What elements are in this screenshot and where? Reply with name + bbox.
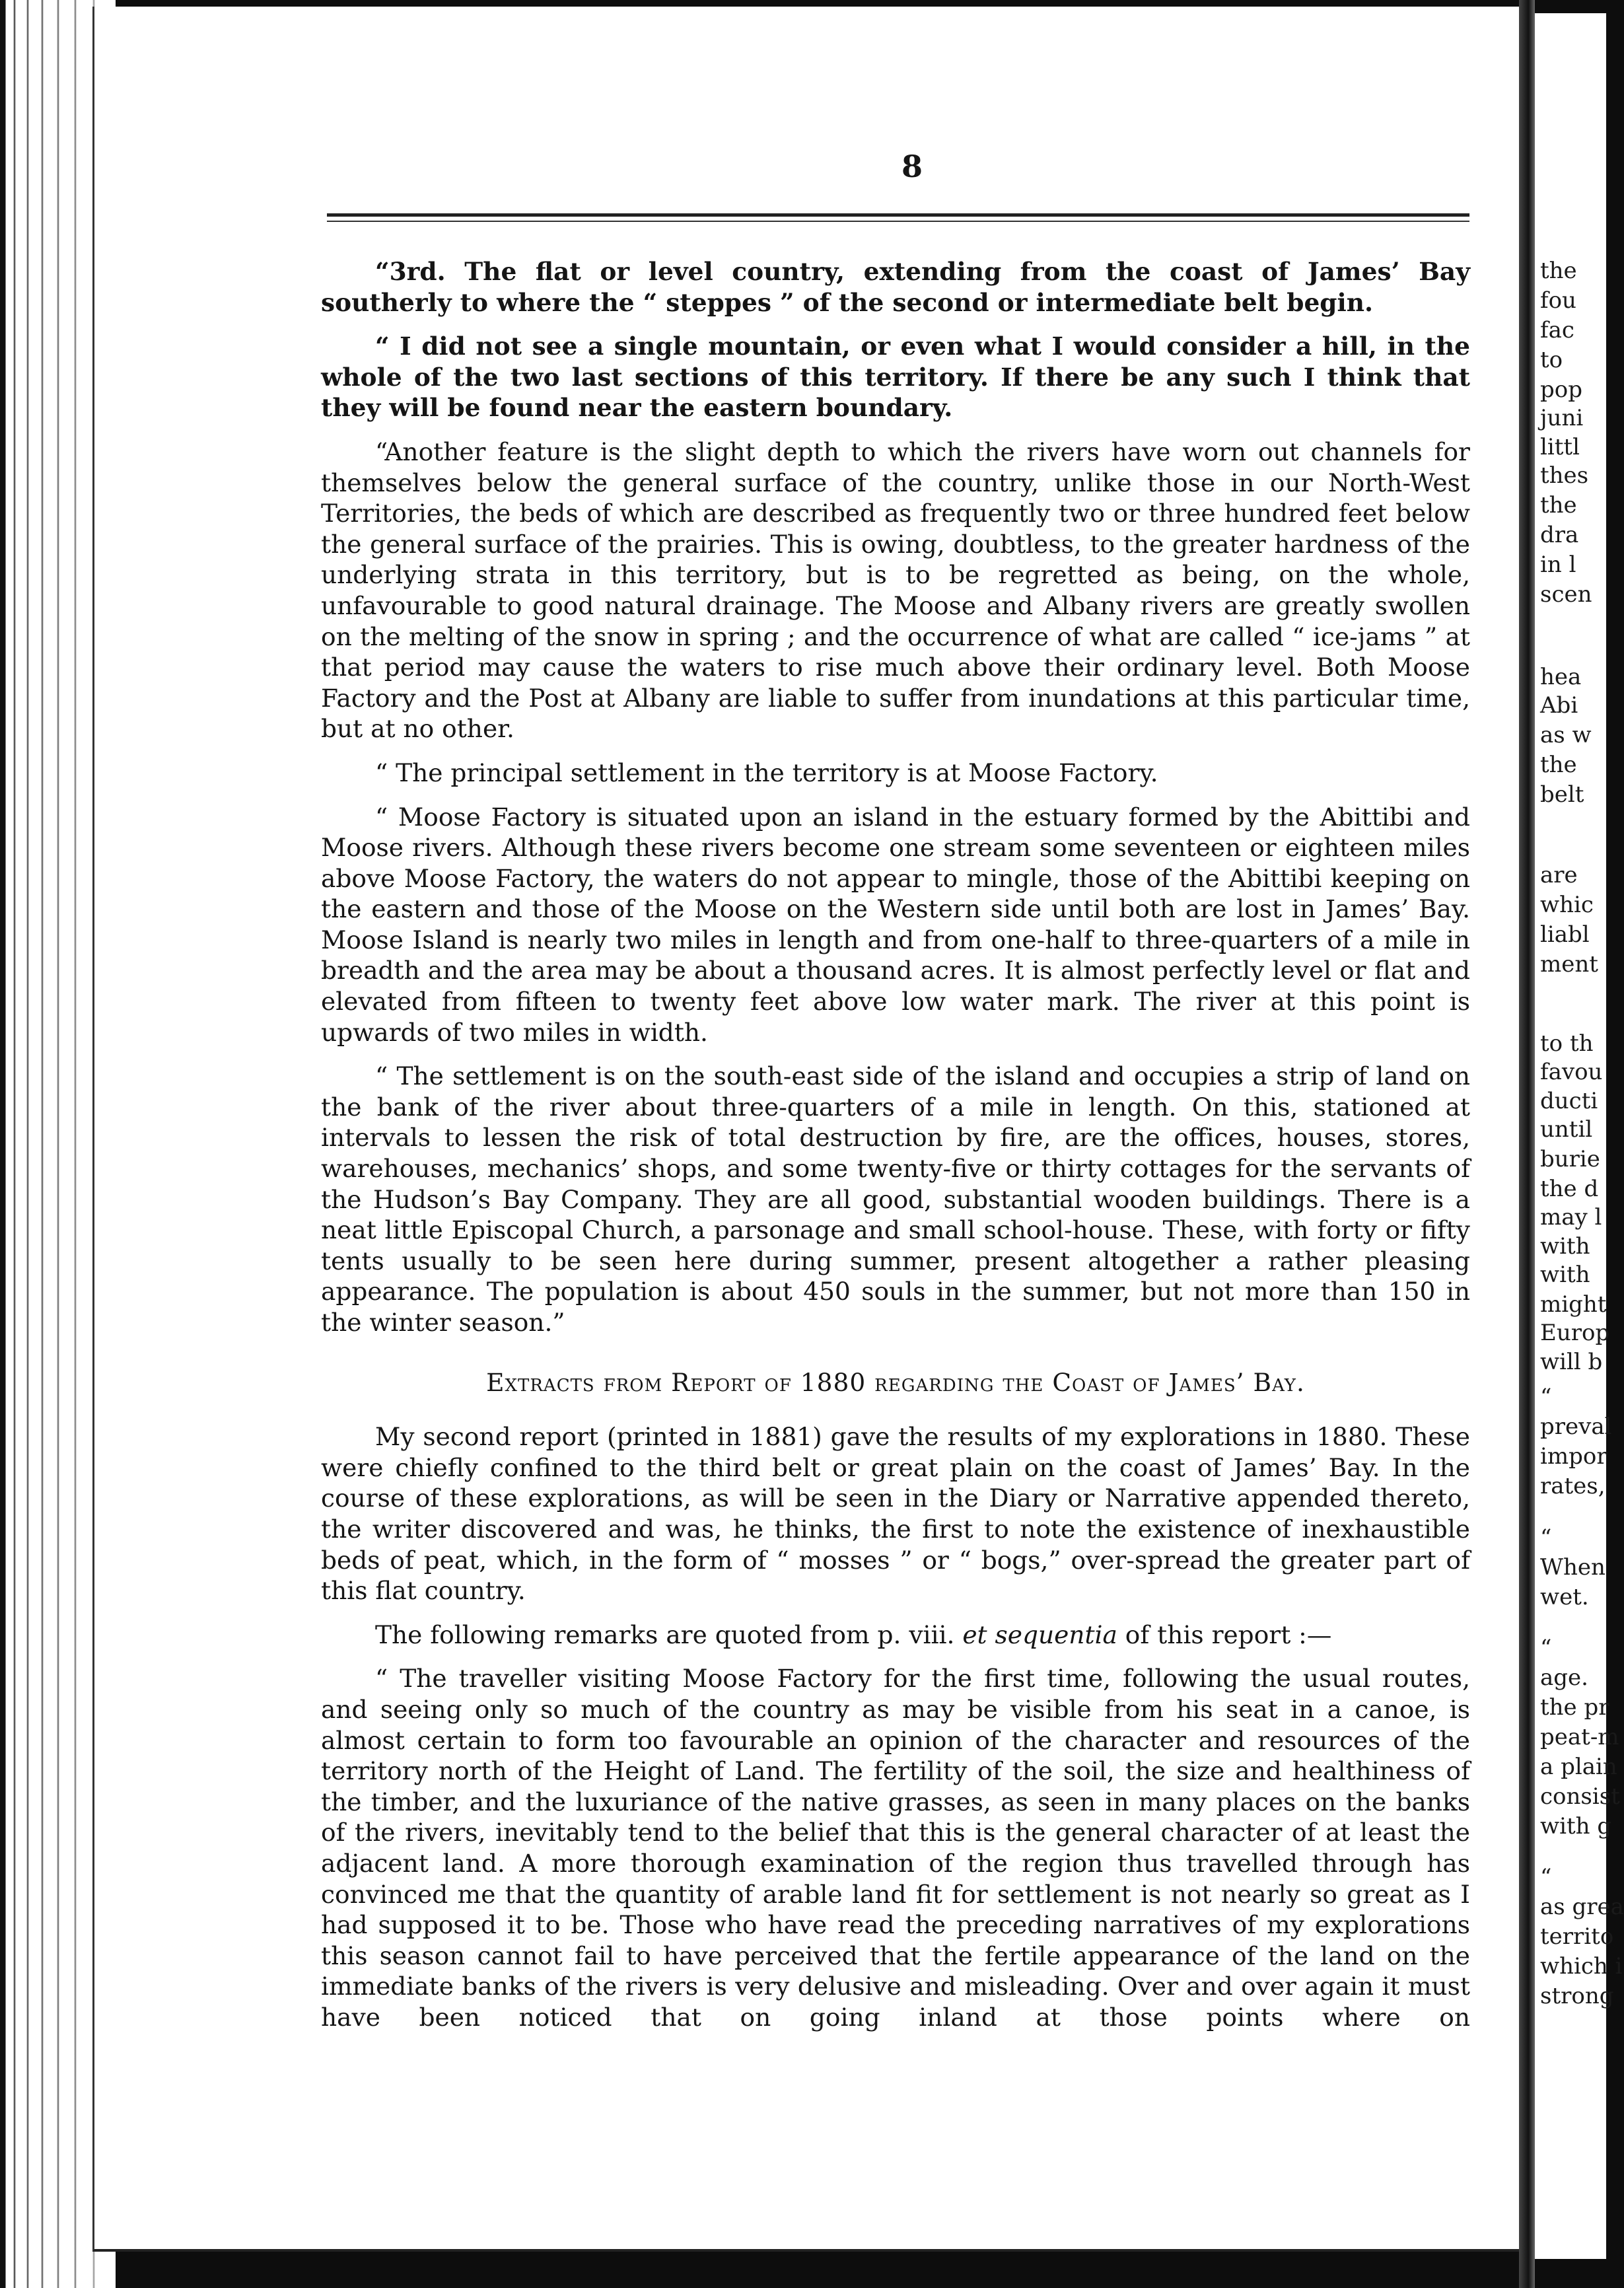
header-rule-thin <box>327 221 1469 222</box>
facing-page-text-fragment: which i <box>1540 1953 1623 1980</box>
facing-page-text-fragment: whic <box>1540 892 1594 918</box>
facing-page-text-fragment: wet. <box>1540 1584 1589 1610</box>
paragraph: “ The traveller visiting Moose Factory for the first time, following the usual routes, and seeing only so much of the country as may be visible from his seat in a canoe, is almost certain to form too favourable an opinion of the character and resources of the territory north of the Height of Land. The fertility of the soil, the size and healthiness of the timber, and the luxuriance of the native grasses, as seen in many places on the banks of the rivers, inevitably tend to the belief that this is the general character of at least the adjacent land. A more thorough examination of the region thus travelled through has convinced me that the quantity of arable land fit for settlement is not nearly so great as I had supposed it to be. Those who have read the preceding narratives of my explorations this season cannot fail to have perceived that the fertile appearance of the land on the immediate banks of the rivers is very delusive and misleading. Over and over again it must have been noticed that on going inland at those points where on <box>321 1664 1470 2032</box>
facing-page-text-fragment: territo <box>1540 1923 1614 1950</box>
facing-page-text-fragment: peat-m <box>1540 1724 1619 1750</box>
facing-page-text-fragment: are <box>1540 862 1578 888</box>
facing-page-text-fragment: favou <box>1540 1059 1603 1085</box>
facing-page-text-fragment: juni <box>1540 405 1584 431</box>
facing-page-text-fragment: until <box>1540 1116 1593 1143</box>
facing-page-text-fragment: as w <box>1540 722 1592 748</box>
italic-phrase: et sequentia <box>962 1620 1117 1649</box>
facing-page-text-fragment: with <box>1540 1233 1590 1260</box>
header-rule-thick <box>327 213 1469 217</box>
facing-page-text-fragment: the <box>1540 492 1577 518</box>
paragraph: “ The settlement is on the south-east side of the island and occupies a strip of land on the bank of the river about three-quarters of a mile in length. On this, stationed at intervals to lessen the risk of total destruction by fire, are the offices, houses, stores, warehouses, mechanics’ shops, and some twenty-five or thirty cottages for the servants of the Hudson’s Bay Company. They are all good, substantial wooden buildings. There is a neat little Episcopal Church, a parsonage and small school-house. These, with forty or fifty tents usually to be seen here during summer, present altogether a rather pleasing appearance. The population is about 450 souls in the summer, but not more than 150 in the winter season.” <box>321 1061 1470 1337</box>
facing-page-text-fragment: may l <box>1540 1204 1602 1231</box>
facing-page-text-fragment: to th <box>1540 1030 1594 1057</box>
facing-page-text-fragment: strong <box>1540 1983 1614 2009</box>
facing-page-text-fragment: littl <box>1540 434 1580 460</box>
paragraph: “ I did not see a single mountain, or even what I would consider a hill, in the whole of the two last sections of this territory. If there be any such I think that they will be found near the eastern boundary. <box>321 332 1470 423</box>
facing-page-text-fragment: When <box>1540 1554 1606 1581</box>
facing-page-text-fragment: “ <box>1540 1864 1552 1890</box>
body-text <box>321 256 1470 2046</box>
facing-page-text-fragment: Europ <box>1540 1320 1610 1346</box>
paragraph-text: The following remarks are quoted from p. viii. <box>375 1620 963 1649</box>
facing-page-text-fragment: rates, <box>1540 1473 1606 1499</box>
facing-page-text-fragment: the pr <box>1540 1694 1609 1721</box>
book-gutter <box>1519 0 1535 2288</box>
facing-page-text-fragment: liabl <box>1540 921 1590 948</box>
facing-page-text-fragment: age. <box>1540 1664 1588 1691</box>
facing-page-text-fragment: the <box>1540 752 1577 778</box>
facing-page-text-fragment: Abi <box>1540 692 1578 719</box>
paragraph-text: of this report :— <box>1117 1620 1332 1649</box>
facing-page-text-fragment: a plain <box>1540 1754 1617 1780</box>
facing-page-text-fragment: burie <box>1540 1146 1600 1172</box>
facing-page-text-fragment: belt <box>1540 781 1584 808</box>
page-number: 8 <box>901 149 923 184</box>
facing-page-text-fragment: “ <box>1540 1524 1552 1551</box>
section-heading: Extracts from Report of 1880 regarding the Coast of James’ Bay. <box>486 1367 1305 1397</box>
facing-page-text-fragment: pop <box>1540 376 1582 403</box>
facing-page-text-fragment: the d <box>1540 1176 1599 1202</box>
facing-page-text-fragment: with g <box>1540 1813 1612 1840</box>
facing-page-text-fragment: ment <box>1540 951 1598 978</box>
facing-page-text-fragment: fac <box>1540 317 1574 343</box>
paragraph: “ The principal settlement in the territory is at Moose Factory. <box>375 758 1158 787</box>
facing-page-text-fragment: thes <box>1540 462 1589 489</box>
facing-page-text-fragment: hea <box>1540 664 1582 690</box>
facing-page-text-fragment: to <box>1540 347 1563 373</box>
facing-page-text-fragment: ducti <box>1540 1088 1598 1114</box>
facing-page-text-fragment: might <box>1540 1291 1607 1318</box>
facing-page-text-fragment: dra <box>1540 522 1579 548</box>
facing-page-text-fragment: scen <box>1540 581 1592 608</box>
facing-page-text-fragment: fou <box>1540 287 1576 314</box>
facing-page-fragment <box>1535 13 1624 2259</box>
facing-page-text-fragment: will b <box>1540 1349 1603 1375</box>
paragraph: “Another feature is the slight depth to which the rivers have worn out channels for themselves below the general surface of the country, unlike those in our North-West Territories, the beds of which are described as frequently two or three hundred feet below the general surface of the prairies. This is owing, doubtless, to the greater hardness of the underlying strata in this territory, but is to be regretted as being, on the whole, unfavourable to good natural drainage. The Moose and Albany rivers are greatly swollen on the melting of the snow in spring ; and the occurrence of what are called “ ice-jams ” at that period may cause the waters to rise much above their ordinary level. Both Moose Factory and the Post at Albany are liable to suffer from inundations at this particular time, but at no other. <box>321 437 1470 744</box>
facing-page-text-fragment: as grea <box>1540 1894 1624 1920</box>
paragraph: My second report (printed in 1881) gave the results of my explorations in 1880. These were chiefly confined to the third belt or great plain on the coast of James’ Bay. In the course of these explorations, as will be seen in the Diary or Narrative appended thereto, the writer discovered and was, he thinks, the first to note the existence of inexhaustible beds of peat, which, in the form of “ mosses ” or “ bogs,” over-spread the greater part of this flat country. <box>321 1422 1470 1606</box>
paragraph: “ Moose Factory is situated upon an island in the estuary formed by the Abittibi and Moose rivers. Although these rivers become one stream some seventeen or eighteen miles above Moose Factory, the waters do not appear to mingle, those of the Abittibi keeping on the eastern and those of the Moose on the Western side until both are lost in James’ Bay. Moose Island is nearly two miles in length and from one-half to three-quarters of a mile in breadth and the area may be about a thousand acres. It is almost perfectly level or flat and elevated from fifteen to twenty feet above low water mark. The river at this point is upwards of two miles in width. <box>321 802 1470 1047</box>
paragraph: “3rd. The flat or level country, extending from the coast of James’ Bay southerly to where the “ steppes ” of the second or intermediate belt begin. <box>321 257 1470 317</box>
facing-page-text-fragment: the <box>1540 258 1577 284</box>
facing-page-text-fragment: consist <box>1540 1783 1620 1810</box>
facing-page-text-fragment: “ <box>1540 1384 1552 1410</box>
facing-page-text-fragment: impor <box>1540 1443 1607 1470</box>
facing-page-text-fragment: with <box>1540 1262 1590 1288</box>
facing-page-text-fragment: in l <box>1540 552 1576 578</box>
paragraph <box>321 1620 1470 1651</box>
facing-page-text-fragment: “ <box>1540 1635 1552 1661</box>
facing-page-text-fragment: preval <box>1540 1413 1612 1440</box>
